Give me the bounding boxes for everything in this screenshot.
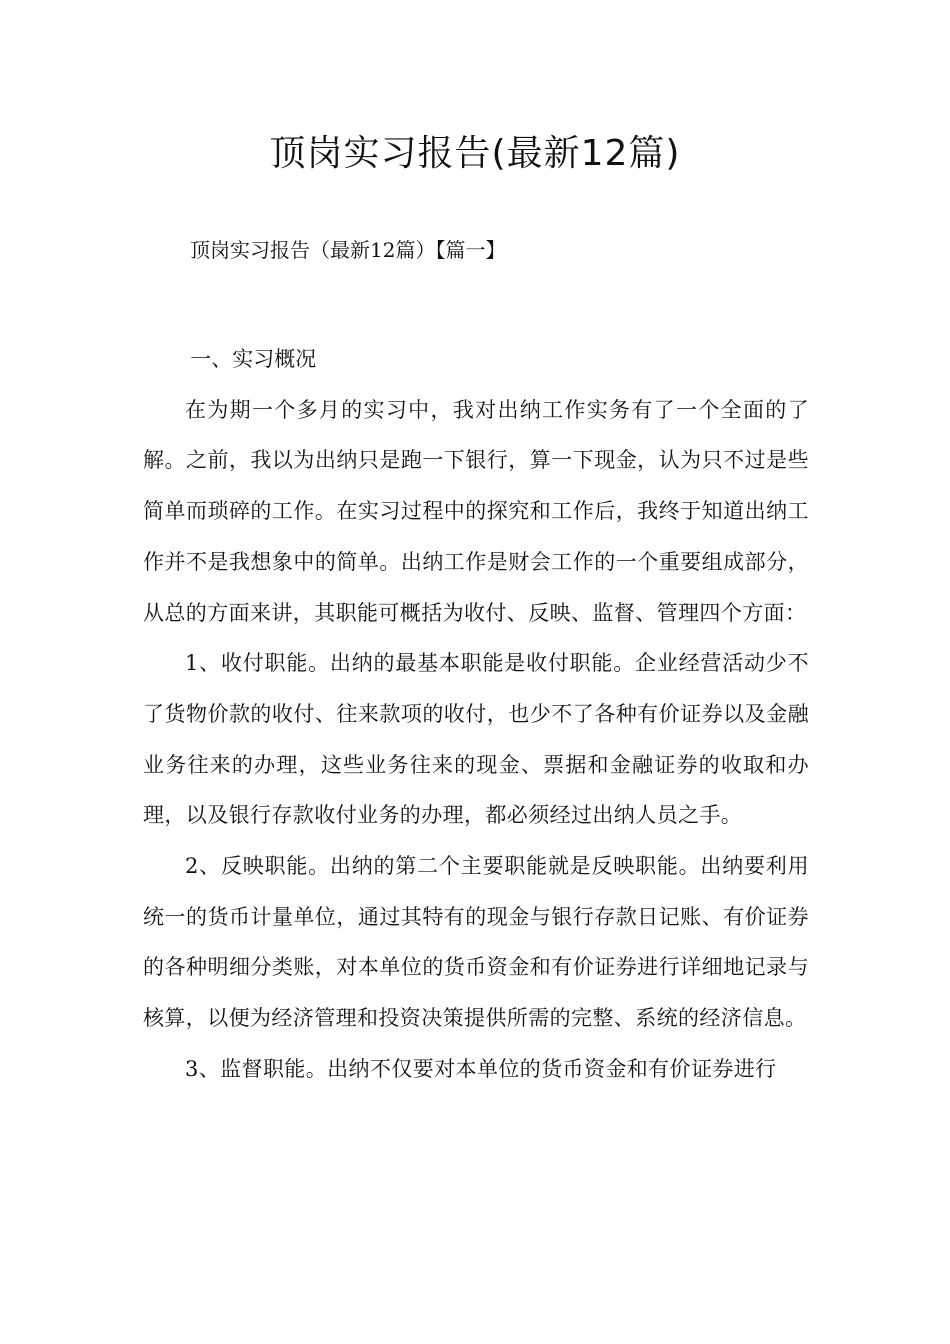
paragraph: 3、监督职能。出纳不仅要对本单位的货币资金和有价证券进行 bbox=[185, 1056, 777, 1081]
document-subtitle: 顶岗实习报告（最新12篇）【篇一】 bbox=[190, 238, 506, 262]
document-body bbox=[143, 334, 809, 1095]
section-heading: 一、实习概况 bbox=[190, 347, 317, 371]
document-title: 顶岗实习报告(最新12篇) bbox=[269, 133, 681, 174]
paragraph: 2、反映职能。出纳的第二个主要职能就是反映职能。出纳要利用统一的货币计量单位，通过其特有的现金与银行存款日记账、有价证券的各种明细分类账，对本单位的货币资金和有价证券进行详细地记录与核算，以便为经济管理和投资决策提供所需的完整、系统的经济信息。 bbox=[143, 854, 809, 1031]
paragraph: 在为期一个多月的实习中，我对出纳工作实务有了一个全面的了解。之前，我以为出纳只是跑一下银行，算一下现金，认为只不过是些简单而琐碎的工作。在实习过程中的探究和工作后，我终于知道出纳工作并不是我想象中的简单。出纳工作是财会工作的一个重要组成部分，从总的方面来讲，其职能可概括为收付、反映、监督、管理四个方面： bbox=[143, 397, 809, 625]
paragraph: 1、收付职能。出纳的最基本职能是收付职能。企业经营活动少不了货物价款的收付、往来款项的收付，也少不了各种有价证券以及金融业务往来的办理，这些业务往来的现金、票据和金融证券的收取和办理，以及银行存款收付业务的办理，都必须经过出纳人员之手。 bbox=[143, 651, 809, 828]
